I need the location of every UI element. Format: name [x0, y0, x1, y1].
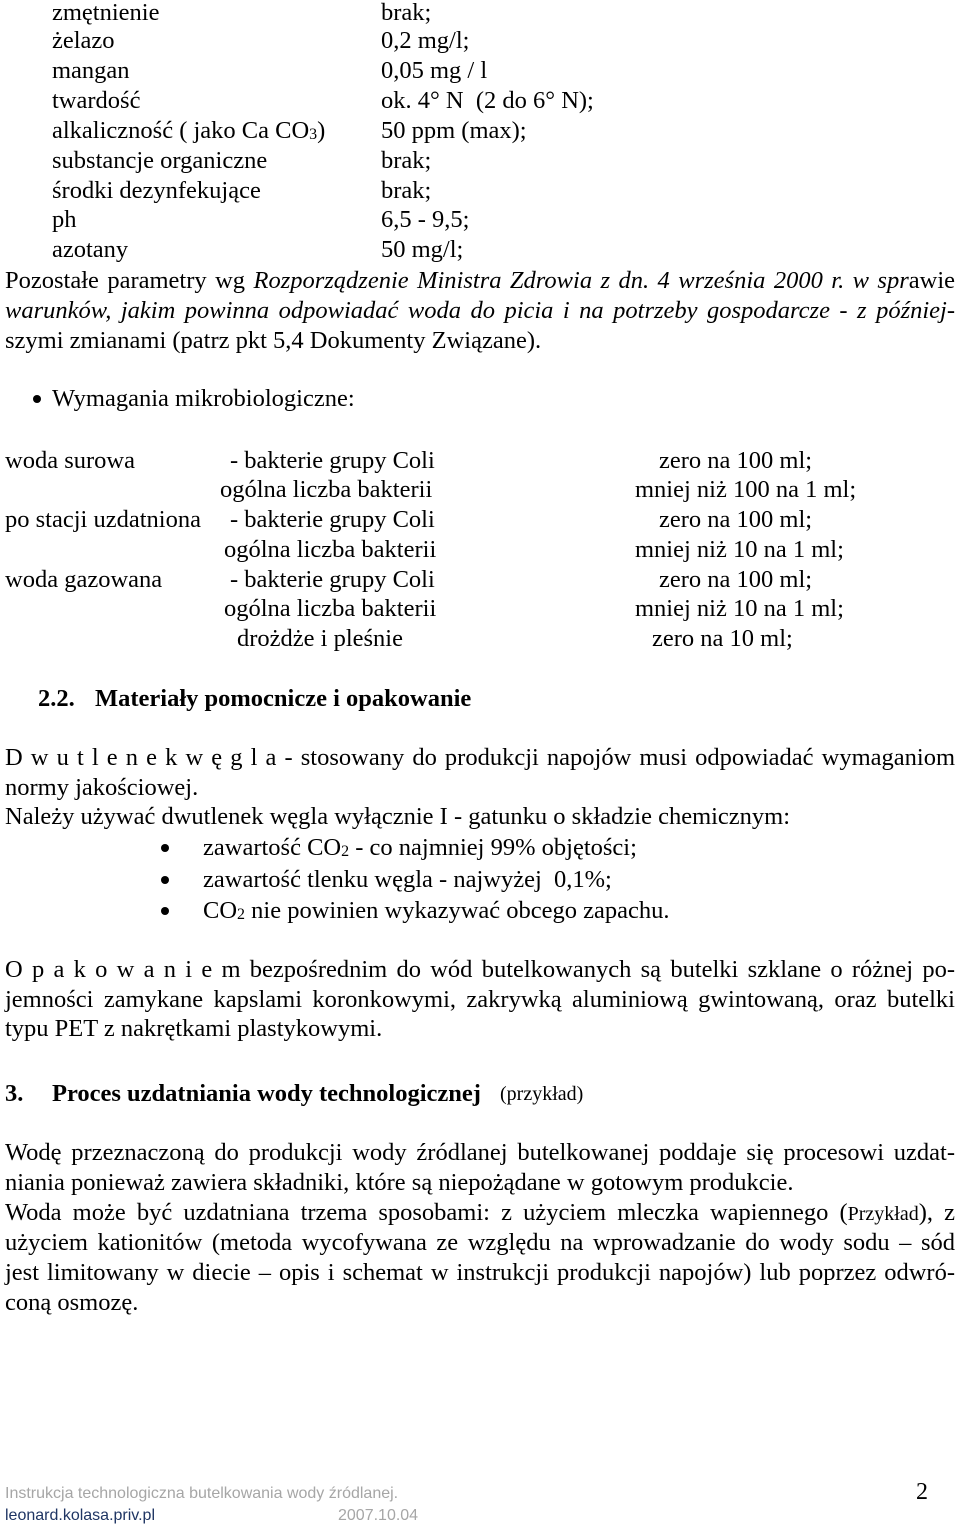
section-heading: Wymagania mikrobiologiczne: — [52, 385, 355, 412]
bullet-icon — [161, 876, 169, 884]
micro-limit: zero na 100 ml; — [659, 506, 813, 533]
footer-title: Instrukcja technologiczna butelkowania wody źródlanej. — [5, 1485, 399, 1502]
micro-limit: mniej niż 100 na 1 ml; — [635, 476, 857, 503]
param-value: brak; — [381, 177, 432, 204]
section-number: 2.2. — [38, 685, 75, 712]
section-title: Proces uzdatniania wody technologicznej — [52, 1080, 481, 1107]
paragraph-line: coną osmozę. — [5, 1289, 139, 1316]
section-note: (przykład) — [500, 1083, 584, 1105]
param-value: brak; — [381, 0, 432, 26]
param-value: 0,05 mg / l — [381, 57, 488, 84]
spaced-term: O p a k o w a n i e m — [5, 956, 241, 983]
footer-date: 2007.10.04 — [338, 1507, 419, 1524]
micro-limit: mniej niż 10 na 1 ml; — [635, 536, 844, 563]
param-name: twardość — [52, 87, 141, 114]
paragraph-line: Wodę przeznaczoną do produkcji wody źródlanej butelkowanej poddaje się procesowi uzdat- — [5, 1139, 955, 1166]
param-value: 50 mg/l; — [381, 236, 464, 263]
param-value: 6,5 - 9,5; — [381, 206, 470, 233]
param-name — [52, 118, 325, 144]
micro-param: drożdże i pleśnie — [237, 625, 403, 652]
paragraph-line: jemności zamykane kapslami koronkowymi, zakrywką aluminiową gwintowaną, oraz butelki — [5, 986, 955, 1013]
micro-limit: zero na 10 ml; — [652, 625, 793, 652]
paragraph-line: niania ponieważ zawiera składniki, które są niepożądane w gotowym produkcie. — [5, 1169, 794, 1196]
param-name: zmętnienie — [52, 0, 160, 26]
paragraph-line: normy jakościowej. — [5, 774, 199, 801]
requirement-text: - co najmniej 99% objętości; — [349, 834, 637, 861]
micro-param: - bakterie grupy Coli — [230, 566, 435, 593]
param-name-text: alkaliczność ( jako Ca CO — [52, 117, 310, 144]
paragraph-line — [5, 1200, 955, 1226]
param-value: ok. 4° N (2 do 6° N); — [381, 87, 594, 114]
bullet-icon — [33, 395, 41, 403]
micro-param: ogólna liczba bakterii — [224, 536, 437, 563]
param-name: ph — [52, 206, 77, 233]
bullet-icon — [161, 844, 169, 852]
param-value: 50 ppm (max); — [381, 117, 527, 144]
requirement-text: zawartość CO — [203, 834, 342, 861]
requirement-item: zawartość tlenku węgla - najwyżej 0,1%; — [203, 866, 612, 893]
note-text: awie — [908, 267, 955, 294]
micro-param: ogólna liczba bakterii — [220, 476, 433, 503]
micro-param: - bakterie grupy Coli — [230, 447, 435, 474]
water-source: woda gazowana — [5, 566, 163, 593]
water-source: woda surowa — [5, 447, 135, 474]
micro-limit: zero na 100 ml; — [659, 566, 813, 593]
micro-limit: mniej niż 10 na 1 ml; — [635, 595, 844, 622]
note-text: Pozostałe parametry wg — [5, 267, 246, 294]
param-value: brak; — [381, 147, 432, 174]
paragraph-text: ), z — [918, 1199, 955, 1226]
param-name: azotany — [52, 236, 129, 263]
param-name: mangan — [52, 57, 130, 84]
note-line: szymi zmianami (patrz pkt 5,4 Dokumenty Związane). — [5, 327, 542, 354]
paragraph-line: jest limitowany w diecie – opis i schemat w instrukcji produkcji napojów) lub poprzez odwró- — [5, 1259, 955, 1286]
requirement-item — [203, 898, 670, 924]
subscript: 2 — [237, 906, 246, 923]
section-title: Materiały pomocnicze i opakowanie — [95, 685, 472, 712]
param-name: substancje organiczne — [52, 147, 268, 174]
subscript: 2 — [341, 843, 350, 860]
bullet-icon — [161, 907, 169, 915]
paragraph-text: bezpośrednim do wód butelkowanych są butelki szklane o różnej po- — [249, 956, 956, 983]
regulation-title: Rozporządzenie Ministra Zdrowia z dn. 4 września 2000 r. w spr — [253, 267, 909, 294]
paragraph-text: Woda może być uzdatniana trzema sposobami: z użyciem mleczka wapiennego ( — [5, 1199, 848, 1226]
spaced-term: D w u t l e n e k w ę g l a — [5, 744, 277, 771]
param-name: środki dezynfekujące — [52, 177, 261, 204]
page-number: 2 — [916, 1479, 928, 1505]
paragraph-line — [5, 745, 955, 771]
paragraph-line — [5, 957, 955, 983]
note-line: warunków, jakim powinna odpowiadać woda do picia i na potrzeby gospodarcze - z później- — [5, 297, 955, 324]
param-name: żelazo — [52, 27, 115, 54]
param-value: 0,2 mg/l; — [381, 27, 470, 54]
micro-limit: zero na 100 ml; — [659, 447, 813, 474]
paragraph-line: użyciem kationitów (metoda wycofywana ze względu na wprowadzanie do wody sodu – sód — [5, 1229, 955, 1256]
note-line — [5, 268, 955, 294]
section-number: 3. — [5, 1080, 24, 1107]
requirement-text: CO — [203, 897, 238, 924]
water-source: po stacji uzdatniona — [5, 506, 201, 533]
micro-param: - bakterie grupy Coli — [230, 506, 435, 533]
footer-site-link[interactable]: leonard.kolasa.priv.pl — [5, 1507, 156, 1524]
param-name-end: ) — [317, 117, 326, 144]
paragraph-line: typu PET z nakrętkami plastykowymi. — [5, 1015, 383, 1042]
requirement-text: nie powinien wykazywać obcego zapachu. — [245, 897, 670, 924]
paragraph-text: - stosowany do produkcji napojów musi odpowiadać wymaganiom — [284, 744, 956, 771]
requirement-item — [203, 835, 637, 861]
micro-param: ogólna liczba bakterii — [224, 595, 437, 622]
example-label: Przykład — [847, 1203, 919, 1225]
subscript: 3 — [309, 126, 318, 143]
paragraph-line: Należy używać dwutlenek węgla wyłącznie I - gatunku o składzie chemicznym: — [5, 803, 791, 830]
